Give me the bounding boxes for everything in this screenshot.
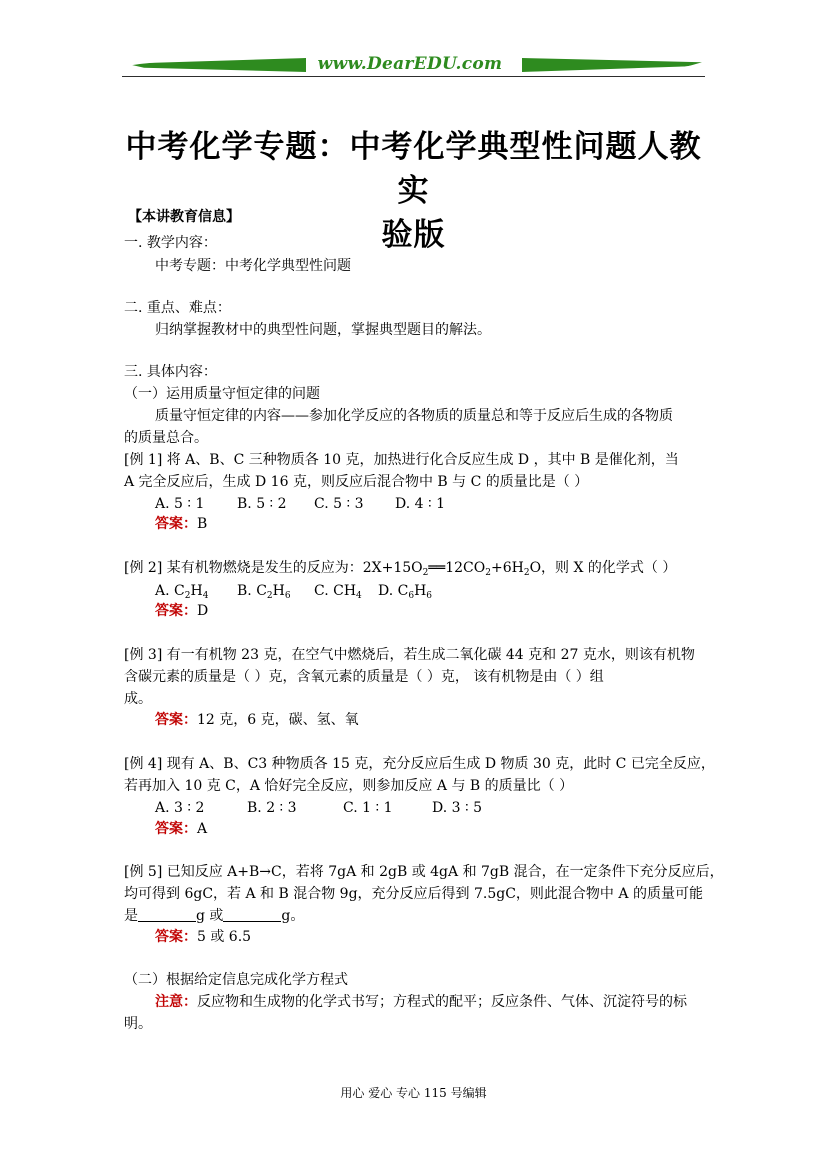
example-1-option-c: C. 5 ∶ 3 [314,496,364,512]
example-1-answer [155,514,207,534]
equation-part: +6H [490,560,524,576]
example-1-option-d: D. 4 ∶ 1 [395,496,445,512]
equation-prefix: [例 2] 某有机物燃烧是发生的反应为：2X+15O [124,560,423,576]
section-2-body: 归纳掌握教材中的典型性问题，掌握典型题目的解法。 [155,322,491,338]
example-5-line-2: 均可得到 6gC，若 A 和 B 混合物 9g，充分反应后得到 7.5gC，则此混合物中 A 的质量可能 [124,886,703,902]
right-swoosh-decoration [522,58,702,72]
text-part: g 或 [196,908,224,924]
section-1-heading: 一. 教学内容： [124,235,217,251]
left-swoosh-decoration [126,58,306,72]
note-text: 反应物和生成物的化学式书写；方程式的配平；反应条件、气体、沉淀符号的标 [197,994,687,1010]
formula-part: H [414,583,427,599]
example-4-answer [155,819,207,839]
text-part: g。 [281,908,305,924]
example-4-option-c: C. 1 ∶ 1 [343,800,393,816]
example-5-line-3 [124,906,304,926]
formula-part: H [272,583,285,599]
header-banner [122,56,705,80]
conservation-law-line-2: 的质量总合。 [124,430,208,446]
equation-end: O，则 X 的化学式（ ） [529,560,677,576]
example-2-option-c [314,581,362,606]
equation-part: ══12CO [428,560,486,576]
page-footer: 用心 爱心 专心 115 号编辑 [340,1086,487,1100]
answer-value: 5 或 6.5 [197,929,252,945]
section-3-heading: 三. 具体内容： [124,364,217,380]
subscript: 2 [485,568,491,578]
answer-label: 答案： [155,603,197,619]
example-1-option-b: B. 5 ∶ 2 [237,496,287,512]
example-3-line-2: 含碳元素的质量是（ ）克，含氧元素的质量是（ ）克， 该有机物是由（ ）组 [124,669,604,685]
subscript: 2 [184,591,191,601]
subsection-2-heading: （二）根据给定信息完成化学方程式 [124,972,348,988]
example-1-line-2: A 完全反应后，生成 D 16 克，则反应后混合物中 B 与 C 的质量比是（ ） [124,474,589,490]
subscript: 6 [408,591,415,601]
subscript: 2 [422,568,429,578]
answer-label: 答案： [155,712,197,728]
note-line-2: 明。 [124,1016,152,1032]
subsection-1-heading: （一）运用质量守恒定律的问题 [124,386,320,402]
formula-part: C. CH [314,583,357,599]
header-rule [122,76,705,77]
example-3-line-1: [例 3] 有一有机物 23 克，在空气中燃烧后，若生成二氧化碳 44 克和 27 克水，则该有机物 [124,647,695,663]
section-info-heading: 【本讲教育信息】 [128,209,240,225]
example-3-answer [155,710,359,730]
subscript: 6 [284,591,291,601]
section-1-body: 中考专题：中考化学典型性问题 [155,258,351,274]
example-4-option-b: B. 2 ∶ 3 [247,800,297,816]
example-2-option-d [378,581,432,606]
answer-blank [138,907,196,922]
title-line-2: 验版 [381,217,446,253]
brand-logo-text: www.DearEDU.com [317,54,503,74]
example-4-line-1: [例 4] 现有 A、B、C3 种物质各 15 克，充分反应后生成 D 物质 30 克，此时 C 已完全反应， [124,756,715,772]
subscript: 4 [356,591,362,601]
subscript: 2 [266,591,273,601]
conservation-law-line-1: 质量守恒定律的内容——参加化学反应的各物质的质量总和等于反应后生成的各物质 [155,408,673,424]
answer-label: 答案： [155,821,197,837]
example-2-option-b [237,581,291,606]
answer-blank [223,907,281,922]
example-1-line-1: [例 1] 将 A、B、C 三种物质各 10 克，加热进行化合反应生成 D ，其中 B 是催化剂，当 [124,452,679,468]
section-2-heading: 二. 重点、难点： [124,300,231,316]
subscript: 2 [523,568,530,578]
example-4-line-2: 若再加入 10 克 C，A 恰好完全反应，则参加反应 A 与 B 的质量比（ ） [124,778,574,794]
subscript: 6 [426,591,433,601]
formula-part: B. C [237,583,267,599]
answer-value: 12 克，6 克，碳、氢、氧 [197,712,359,728]
formula-part: H [190,583,203,599]
example-5-answer [155,927,251,947]
text-part: 是 [124,908,138,924]
example-4-option-a: A. 3 ∶ 2 [155,800,205,816]
answer-value: A [197,821,208,837]
example-1-option-a: A. 5 ∶ 1 [155,496,205,512]
title-line-1: 中考化学专题：中考化学典型性问题人教实 [125,129,702,209]
example-5-line-1: [例 5] 已知反应 A+B→C，若将 7gA 和 2gB 或 4gA 和 7gB 混合，在一定条件下充分反应后， [124,864,724,880]
subscript: 4 [202,591,209,601]
example-3-line-3: 成。 [124,691,152,707]
note-label: 注意： [155,994,197,1010]
formula-part: A. C [155,583,185,599]
example-2-answer [155,601,208,621]
formula-part: D. C [378,583,409,599]
note-line-1 [155,992,687,1012]
answer-label: 答案： [155,929,197,945]
answer-label: 答案： [155,516,197,532]
example-2-question [124,558,676,583]
example-4-option-d: D. 3 ∶ 5 [432,800,482,816]
answer-value: D [197,603,209,619]
answer-value: B [197,516,208,532]
